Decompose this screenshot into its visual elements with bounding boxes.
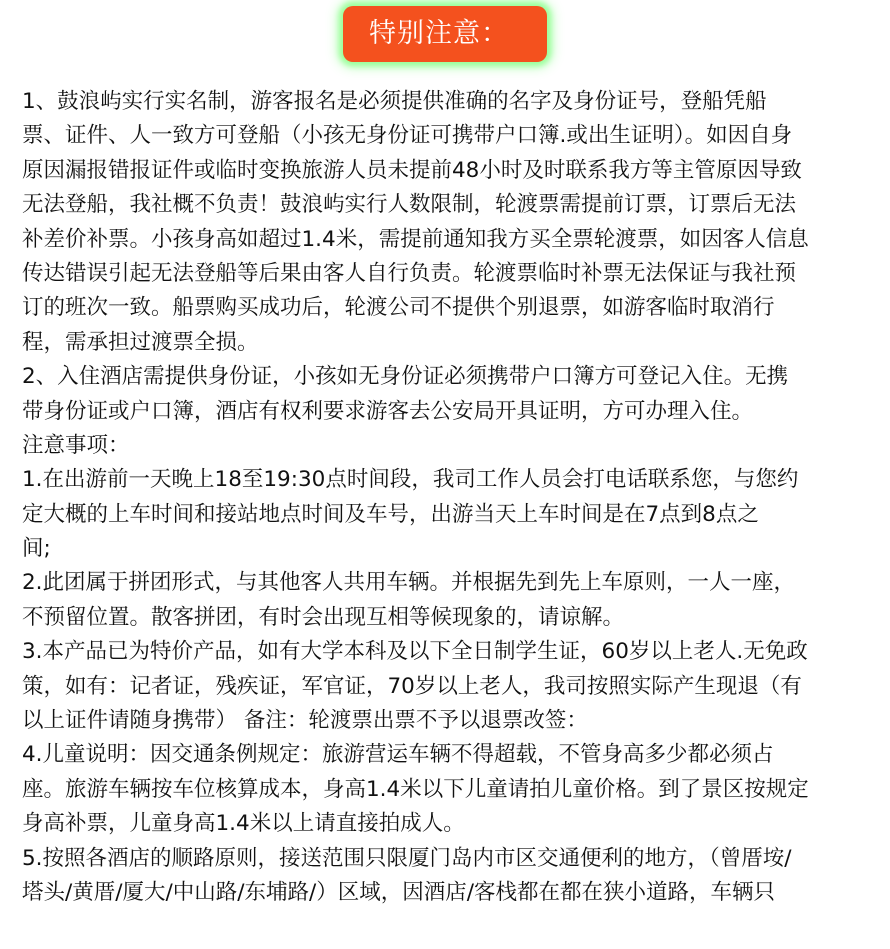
notice-line: 不预留位置。散客拼团，有时会出现互相等候现象的，请谅解。 bbox=[22, 604, 625, 630]
notice-line: 2.此团属于拼团形式，与其他客人共用车辆。并根据先到先上车原则，一人一座， bbox=[22, 570, 796, 596]
notice-body bbox=[22, 85, 876, 910]
notice-line: 传达错误引起无法登船等后果由客人自行负责。轮渡票临时补票无法保证与我社预 bbox=[22, 260, 797, 286]
notice-line: 身高补票，儿童身高1.4米以上请直接拍成人。 bbox=[22, 811, 465, 837]
title-wrap bbox=[0, 6, 890, 62]
notice-line: 以上证件请随身携带） 备注：轮渡票出票不予以退票改签： bbox=[22, 708, 588, 734]
notice-line: 策，如有：记者证，残疾证，军官证，70岁以上老人，我司按照实际产生现退（有 bbox=[22, 673, 802, 699]
notice-line: 2、入住酒店需提供身份证，小孩如无身份证必须携带户口簿方可登记入住。无携 bbox=[22, 364, 789, 390]
notice-line: 注意事项： bbox=[22, 432, 130, 458]
page-title: 特别注意： bbox=[343, 6, 547, 62]
notice-line: 定大概的上车时间和接站地点时间及车号，出游当天上车时间是在7点到8点之 bbox=[22, 501, 759, 527]
notice-line: 4.儿童说明：因交通条例规定：旅游营运车辆不得超载，不管身高多少都必须占 bbox=[22, 742, 774, 768]
notice-line: 订的班次一致。船票购买成功后，轮渡公司不提供个别退票，如游客临时取消行 bbox=[22, 295, 775, 321]
notice-line: 原因漏报错报证件或临时变换旅游人员未提前48小时及时联系我方等主管原因导致 bbox=[22, 157, 802, 183]
notice-line: 票、证件、人一致方可登船（小孩无身份证可携带户口簿.或出生证明）。如因自身 bbox=[22, 123, 793, 149]
notice-line: 间; bbox=[22, 536, 51, 562]
notice-line: 5.按照各酒店的顺路原则，接送范围只限厦门岛内市区交通便利的地方，（曾厝垵/ bbox=[22, 845, 792, 871]
notice-line: 1.在出游前一天晚上18至19:30点时间段，我司工作人员会打电话联系您，与您约 bbox=[22, 467, 799, 493]
notice-line: 3.本产品已为特价产品，如有大学本科及以下全日制学生证，60岁以上老人.无免政 bbox=[22, 639, 808, 665]
notice-line: 座。旅游车辆按车位核算成本，身高1.4米以下儿童请拍儿童价格。到了景区按规定 bbox=[22, 776, 809, 802]
notice-line: 塔头/黄厝/厦大/中山路/东埔路/）区域，因酒店/客栈都在都在狭小道路，车辆只 bbox=[22, 879, 775, 905]
notice-line: 补差价补票。小孩身高如超过1.4米，需提前通知我方买全票轮渡票，如因客人信息 bbox=[22, 226, 809, 252]
notice-line: 带身份证或户口簿，酒店有权利要求游客去公安局开具证明，方可办理入住。 bbox=[22, 398, 754, 424]
notice-line: 程，需承担过渡票全损。 bbox=[22, 329, 259, 355]
notice-line: 1、鼓浪屿实行实名制，游客报名是必须提供准确的名字及身份证号，登船凭船 bbox=[22, 89, 767, 114]
notice-line: 无法登船，我社概不负责！鼓浪屿实行人数限制，轮渡票需提前订票，订票后无法 bbox=[22, 192, 797, 218]
